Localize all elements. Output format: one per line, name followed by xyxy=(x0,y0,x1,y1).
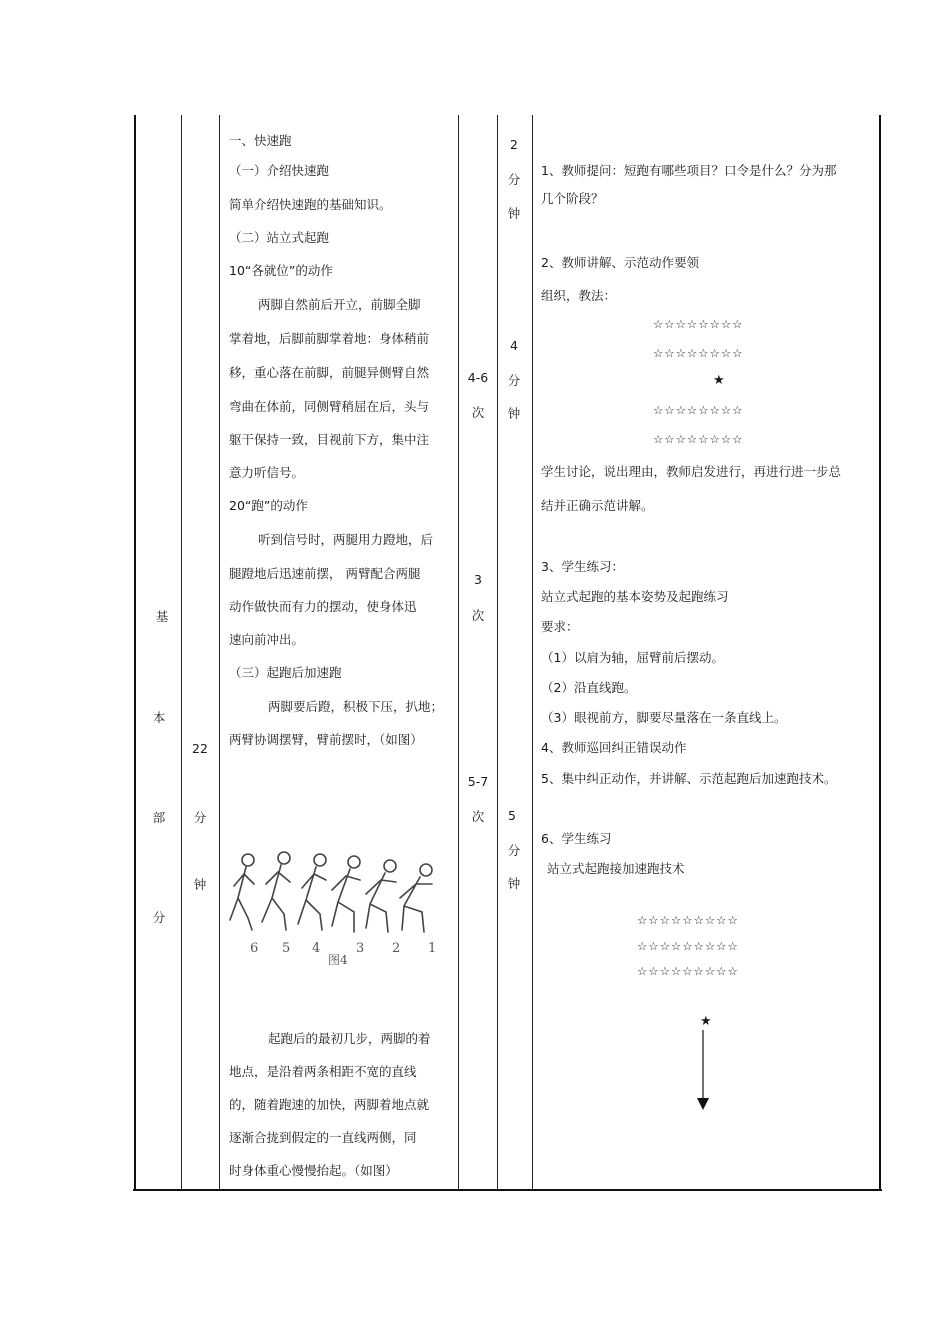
item1-line: 弯曲在体前，同侧臂稍屈在后，头与 xyxy=(229,399,430,414)
item3-line: 两脚要后蹬，积极下压，扒地； xyxy=(268,699,444,714)
item1-line: 躯干保持一致，目视前下方，集中注 xyxy=(229,432,430,447)
requirement-item: （2）沿直线跑。 xyxy=(541,680,637,695)
method-line: 2、教师讲解、示范动作要领 xyxy=(541,255,699,270)
sprint-figure-drawing xyxy=(226,840,452,975)
student-formation-row: ☆☆☆☆☆☆☆☆ xyxy=(653,317,744,331)
method-line: 5、集中纠正动作，并讲解、示范起跑后加速跑技术。 xyxy=(541,771,837,786)
reps-unit: 次 xyxy=(471,809,485,824)
content-sub2: （二）站立式起跑 xyxy=(229,230,330,245)
figure-number: 4 xyxy=(312,941,321,956)
student-formation-row: ☆☆☆☆☆☆☆☆ xyxy=(653,403,744,417)
reps-unit: 次 xyxy=(471,405,485,420)
item1-title: 10“各就位”的动作 xyxy=(229,263,333,278)
time-value: 5 xyxy=(508,808,516,823)
reps-unit: 次 xyxy=(471,608,485,623)
runner-figure xyxy=(298,854,326,930)
table-bottom-border xyxy=(133,1189,882,1191)
content-sub3: （三）起跑后加速跑 xyxy=(229,665,342,680)
student-formation-row: ☆☆☆☆☆☆☆☆☆ xyxy=(637,939,739,953)
reps-value: 3 xyxy=(474,572,482,587)
content-intro: 简单介绍快速跑的基础知识。 xyxy=(229,197,392,212)
item4-line: 地点，是沿着两条相距不宽的直线 xyxy=(229,1064,417,1079)
item2-line: 腿蹬地后迅速前摆， 两臂配合两腿 xyxy=(229,566,421,581)
time-value: 2 xyxy=(510,137,518,152)
column-divider-3 xyxy=(458,115,459,1190)
student-formation-row: ☆☆☆☆☆☆☆☆ xyxy=(653,346,744,360)
column-divider-4 xyxy=(497,115,498,1190)
method-line: 站立式起跑的基本姿势及起跑练习 xyxy=(541,589,729,604)
reps-value: 5-7 xyxy=(467,774,489,789)
item2-line: 动作做快而有力的摆动，使身体迅 xyxy=(229,599,417,614)
item3-line: 两臂协调摆臂，臂前摆时，（如图） xyxy=(229,732,423,747)
item2-line: 速向前冲出。 xyxy=(229,632,305,647)
student-formation-row: ☆☆☆☆☆☆☆☆ xyxy=(653,432,744,446)
content-sub1: （一）介绍快速跑 xyxy=(229,163,330,178)
column-divider-5 xyxy=(532,115,533,1190)
method-line: 站立式起跑接加速跑技术 xyxy=(547,861,685,876)
item4-line: 时身体重心慢慢抬起。（如图） xyxy=(229,1163,398,1178)
method-line: 3、学生练习： xyxy=(541,559,624,574)
item4-line: 的，随着跑速的加快，两脚着地点就 xyxy=(229,1097,430,1112)
student-formation-row: ☆☆☆☆☆☆☆☆☆ xyxy=(637,913,739,927)
teacher-position-icon: ★ xyxy=(713,373,725,388)
time-unit: 钟 xyxy=(507,406,521,421)
table-right-border xyxy=(879,115,881,1190)
section-label-char: 本 xyxy=(152,710,166,725)
table-left-border xyxy=(134,115,136,1190)
item1-line: 掌着地，后脚前脚掌着地：身体稍前 xyxy=(229,331,430,346)
item1-line: 意力听信号。 xyxy=(229,465,305,480)
runner-figure xyxy=(230,854,254,930)
time-unit: 分 xyxy=(507,843,521,858)
section-label-char: 分 xyxy=(152,910,166,925)
runner-figure xyxy=(262,852,290,930)
time-value: 4 xyxy=(510,338,518,353)
item2-title: 20“跑”的动作 xyxy=(229,498,308,513)
requirement-item: （1）以肩为轴，屈臂前后摆动。 xyxy=(541,650,724,665)
item1-line: 移，重心落在前脚，前腿异侧臂自然 xyxy=(229,365,430,380)
student-formation-row: ☆☆☆☆☆☆☆☆☆ xyxy=(637,964,739,978)
method-line: 几个阶段？ xyxy=(541,191,604,206)
section-label-char: 部 xyxy=(152,810,166,825)
runner-figure xyxy=(400,864,432,932)
item1-line: 两脚自然前后开立，前脚全脚 xyxy=(258,297,421,312)
time-unit: 钟 xyxy=(507,876,521,891)
runner-figure xyxy=(366,860,396,932)
column-divider-1 xyxy=(181,115,182,1190)
requirement-item: （3）眼视前方，脚要尽量落在一条直线上。 xyxy=(541,710,787,725)
figure-caption: 图4 xyxy=(328,953,348,967)
sprint-start-figure xyxy=(226,840,452,975)
item4-line: 起跑后的最初几步，两脚的着 xyxy=(268,1031,431,1046)
section-label-char: 基 xyxy=(155,609,169,624)
figure-number: 5 xyxy=(282,941,291,956)
method-line: 4、教师巡回纠正错误动作 xyxy=(541,740,687,755)
runner-figure xyxy=(332,856,360,932)
time-unit: 钟 xyxy=(507,206,521,221)
requirement-label: 要求： xyxy=(541,619,579,634)
method-line: 学生讨论，说出理由，教师启发进行，再进行进一步总 xyxy=(541,464,842,479)
time-unit: 分 xyxy=(507,373,521,388)
method-line: 结并正确示范讲解。 xyxy=(541,498,654,513)
time-unit: 分 xyxy=(507,172,521,187)
section-time-unit: 分 xyxy=(193,810,207,825)
figure-number: 3 xyxy=(356,941,365,956)
organization-label: 组织，教法： xyxy=(541,288,617,303)
start-position-icon: ★ xyxy=(700,1014,712,1029)
method-line: 1、教师提问：短跑有哪些项目？口令是什么？分为那 xyxy=(541,163,837,178)
column-divider-2 xyxy=(219,115,220,1190)
item4-line: 逐渐合拢到假定的一直线两侧，同 xyxy=(229,1130,417,1145)
method-line: 6、学生练习 xyxy=(541,831,612,846)
item2-line: 听到信号时，两腿用力蹬地，后 xyxy=(258,532,434,547)
figure-number: 1 xyxy=(428,941,437,956)
section-time-value: 22 xyxy=(192,741,208,756)
run-direction-arrow-icon xyxy=(694,1028,714,1112)
reps-value: 4-6 xyxy=(467,370,489,385)
section-time-unit: 钟 xyxy=(193,877,207,892)
figure-number: 2 xyxy=(392,941,401,956)
content-heading: 一、快速跑 xyxy=(229,133,292,148)
figure-number: 6 xyxy=(250,941,259,956)
